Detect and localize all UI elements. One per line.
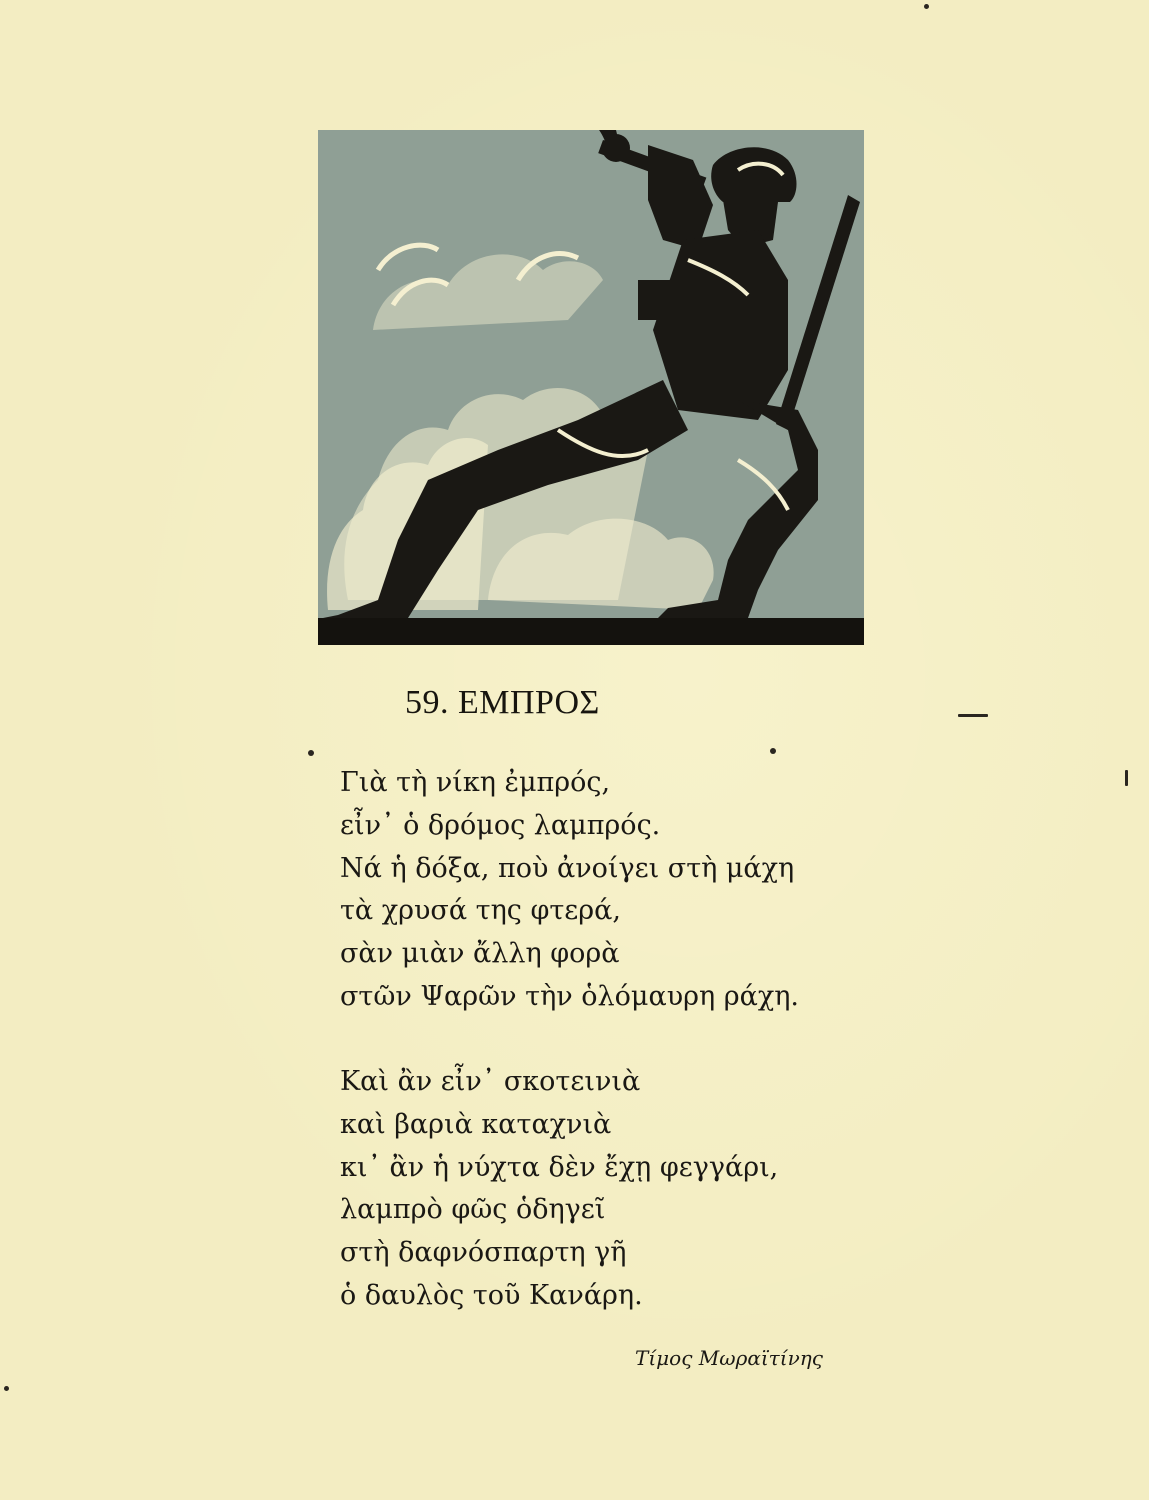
poem-line: τὰ χρυσά της φτερά, <box>340 895 621 927</box>
stanza-1 <box>340 762 799 1019</box>
ink-speck <box>924 4 929 9</box>
poem-line: λαμπρὸ φῶς ὁδηγεῖ <box>340 1194 606 1226</box>
poem-line: Νά ἡ δόξα, ποὺ ἀνοίγει στὴ μάχη <box>340 852 795 884</box>
bugler-soldier-illustration <box>318 130 864 645</box>
poem-line: εἶν᾽ ὁ δρόμος λαμπρός. <box>340 809 661 841</box>
ink-speck <box>1125 770 1128 786</box>
poem-line: Γιὰ τὴ νίκη ἐμπρός, <box>340 767 611 798</box>
poem-line: ὁ δαυλὸς τοῦ Κανάρη. <box>340 1279 643 1311</box>
ink-speck <box>4 1386 9 1391</box>
poem-line: κι᾽ ἂν ἡ νύχτα δὲν ἔχῃ φεγγάρι, <box>340 1151 779 1183</box>
poem-line: καὶ βαριὰ καταχνιὰ <box>340 1108 612 1140</box>
poem-author: Τίμος Μωραϊτίνης <box>635 1346 823 1370</box>
stanza-2 <box>340 1061 778 1318</box>
poem-line: στὴ δαφνόσπαρτη γῆ <box>340 1237 627 1269</box>
ink-speck <box>958 714 988 717</box>
ink-speck <box>770 748 776 754</box>
poem-line: σὰν μιὰν ἄλλη φορὰ <box>340 938 620 970</box>
ink-speck <box>308 750 314 756</box>
poem-line: Καὶ ἂν εἶν᾽ σκοτεινιὰ <box>340 1066 641 1097</box>
poem-line: στῶν Ψαρῶν τὴν ὁλόμαυρη ράχη. <box>340 980 799 1012</box>
ground <box>318 618 864 645</box>
poem-title: 59. ΕΜΠΡΟΣ <box>405 684 600 721</box>
